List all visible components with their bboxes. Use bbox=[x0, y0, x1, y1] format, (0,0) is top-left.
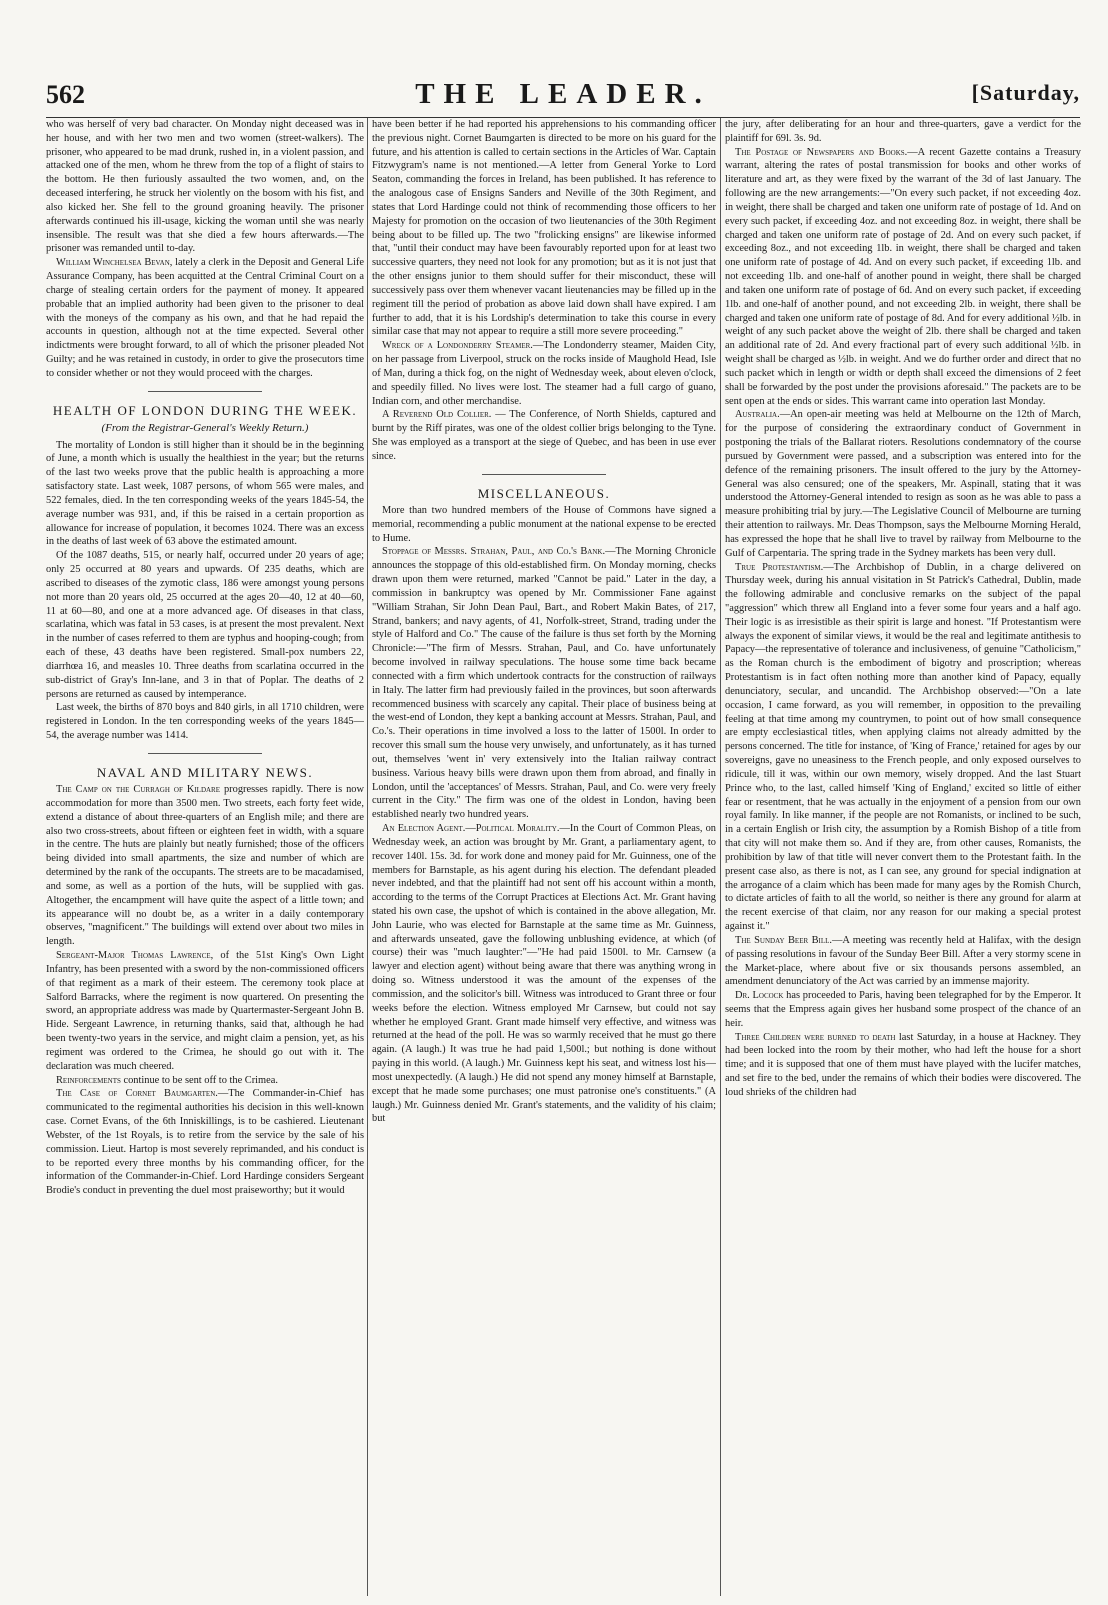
paragraph-text: last Saturday, in a house at Hackney. They had been locked into the room by their mother, who had left the house for a short time; and it is supposed that one of them must have played with the lucifer matches, and set fire to the bed, under the remains of which their bodies were discovered. The loud shrieks of the children had bbox=[725, 1031, 1081, 1098]
section-rule bbox=[482, 474, 606, 475]
paragraph-text: —A meeting was recently held at Halifax, with the design of passing resolutions in favour of the Sunday Beer Bill. After a very stormy scene in the Market-place, where about five or six thousands persons assembled, an amendment denunciatory of the Act was carried by an immense majority. bbox=[725, 934, 1081, 988]
paragraph: Of the 1087 deaths, 515, or nearly half, occurred under 20 years of age; only 25 occurred at 80 years and upwards. Of 235 deaths, which are ascribed to diseases of the zymotic class, 186 were amongst young persons not more than 20 years old, 25 occurred at the ages 20—40, 12 at 40—60, 11 at 60—80, and one at a more advanced age. Of diseases in that class, scarlatina, which was fatal in 53 cases, is at present the most prevalent. Next in the number of cases referred to them are typhus and hooping-cough; from each of these, 43 deaths have been registered. Small-pox numbers 22, diarrhœa 16, and measles 10. Three deaths from scarlatina occurred in the sub-district of Gray's Inn-lane, and 3 in that of Poplar. The deaths of 2 persons are returned as caused by intemperance. bbox=[46, 550, 364, 700]
newspaper-title: THE LEADER. bbox=[415, 78, 711, 110]
paragraph bbox=[46, 1087, 364, 1198]
section-subheading: (From the Registrar-General's Weekly Return.) bbox=[101, 422, 309, 435]
lead-in: Dr. Locock bbox=[735, 990, 784, 1002]
paragraph bbox=[725, 146, 1081, 409]
paragraph bbox=[725, 934, 1081, 989]
masthead bbox=[46, 76, 1080, 116]
paragraph-text: —The Morning Chronicle announces the stoppage of this old-established firm. On Monday morning, checks drawn upon them were returned, marked "Cannot be paid." Later in the day, a commission in bankruptcy was opened by Mr. Commissioner Fane against "William Strahan, Sir John Dean Paul, Bart., and Robert Makin Bates, of 217, Strand, bankers; and navy agents, of 41, Norfolk-street, Strand, trading under the style of Halford and Co." The cause of the failure is thus set forth by the Morning Chronicle:—"The firm of Messrs. Strahan, Paul, and Co. have unfortunately become involved in railway speculations. The house some time back became connected with a firm which undertook contracts for the construction of railways in Italy. The latter firm had previously failed in the provinces, but soon afterwards recommenced business with scarcely any capital. Their place of business being at the west-end of London, they kept a banking account at Messrs. Strahan, Paul, and Co.'s. Their operations in time involved a loss to the latter of 1500l. In order to recover this small sum the house very unwisely, and unfortunately, as it has turned out, themselves 'went in' very extensively into the Italian railway contract business. Various heavy bills were drawn upon them from abroad, and finally in London, until the 'acceptances' of Messrs. Strahan, Paul, and Co. were very freely current in the City." The firm was one of the oldest in London, having been established nearly two hundred years. bbox=[372, 546, 716, 821]
paragraph bbox=[372, 339, 716, 408]
paragraph bbox=[372, 822, 716, 1126]
section-heading: HEALTH OF LONDON DURING THE WEEK. bbox=[52, 402, 358, 418]
paragraph-text: —The Londonderry steamer, Maiden City, on her passage from Liverpool, struck on the rocks inside of Maughold Head, Isle of Man, during a thick fog, on the night of Wednesday week, about eleven o'clock, and speedily filled. No lives were lost. The steamer had a full cargo of guano, Indian corn, and other merchandise. bbox=[372, 340, 716, 407]
paragraph bbox=[372, 545, 716, 822]
paragraph bbox=[46, 783, 364, 949]
section-heading: MISCELLANEOUS. bbox=[477, 485, 611, 501]
paragraph bbox=[725, 408, 1081, 560]
paragraph: have been better if he had reported his apprehensions to his commanding officer the previous night. Cornet Baumgarten is directed to be more on his guard for the future, and his attention is called to certain sections in the Articles of War. Captain Fitzwygram's name is not mentioned.—A letter from General Yorke to Lord Seaton, commanding the forces in Ireland, has been published. It has reference to the analogous case of Ensigns Sanders and Neville of the 30th Regiment, and states that Lord Hardinge could not think of recommending those officers to her Majesty for promotion on the occasion of two lieutenancies of the 30th Regiment being about to be filled up. The two "frolicking ensigns" are likewise informed that, "until their conduct may have been favourably reported upon for at least two successive quarters, they need not look for any promotion; but as it is not just that the other ensigns junior to them should suffer for their misconduct, these will successively pass over them whenever vacant lieutenancies may be filled up in the regiment till the period of probation as above laid down shall have expired. I am further to add, that it is his Lordship's determination to take this course in every similar case that may not appear to require a still more severe proceeding." bbox=[372, 119, 716, 338]
paragraph-text: —An open-air meeting was held at Melbourne on the 12th of March, for the purpose of considering the extraordinary conduct of Government in postponing the trials of the Ballarat rioters. Resolutions condemnatory of the course pursued by Government were passed, and a subscription was entered into for the defence of the remaining prisoners. The insult offered to the jury by the Attorney-General was also censured; one of the speakers, Mr. Aspinall, stating that it was understood the Attorney-General intended to resign as soon as he was able to pass a measure prohibiting trial by jury.—The Legislative Council of Melbourne are turning their attention to railways. Mr. Deas Thompson, says the Melbourne Morning Herald, has expressed the hope that he shall live to travel by railway from Melbourne to the Gulf of Carpentaria. The spring trade in the Sydney markets has been very dull. bbox=[725, 409, 1081, 559]
lead-in: William Winchelsea Bevan, bbox=[56, 257, 173, 269]
lead-in: A Reverend Old Collier. bbox=[382, 409, 492, 421]
section-heading: NAVAL AND MILITARY NEWS. bbox=[96, 764, 314, 780]
lead-in: Australia. bbox=[735, 409, 780, 421]
paragraph: The mortality of London is still higher than it should be in the beginning of June, a month which is usually the healthiest in the year; but the returns of the last two weeks prove that the public health is approaching a more satisfactory state. Last week, 1087 persons, of whom 565 were males, and 522 females, died. In the ten corresponding weeks of the years 1845-54, the average number was 931, and, if this be raised in a certain proportion as allowance for increase of population, it becomes 1024. There was an excess in the deaths of last week of 63 above the estimated amount. bbox=[46, 439, 364, 548]
lead-in: The Case of Cornet Baumgarten. bbox=[56, 1088, 218, 1100]
lead-in: Three Children were burned to death bbox=[735, 1031, 896, 1043]
paragraph: More than two hundred members of the House of Commons have signed a memorial, recommending a public monument at the national expense to be erected to Hume. bbox=[372, 504, 716, 544]
paragraph bbox=[372, 408, 716, 463]
lead-in: The Sunday Beer Bill. bbox=[735, 934, 833, 946]
paragraph: Last week, the births of 870 boys and 840 girls, in all 1710 children, were registered in London. In the ten corresponding weeks of the years 1845—54, the average number was 1414. bbox=[46, 702, 364, 742]
lead-in: Wreck of a Londonderry Steamer. bbox=[382, 340, 533, 352]
paragraph-text: lately a clerk in the Deposit and General Life Assurance Company, has been acquitted at the Central Criminal Court on a charge of stealing certain orders for the payment of money. It appeared probable that an implied authority had been given to the prisoner to deal with the moneys of the company as his own, and that he had repaid the accounts in question, although not at the time expected. Several other indictments were brought forward, to all of which the prisoner pleaded Not Guilty; and he was retained in custody, in order to give the prosecutors time to consider whether or not they would proceed with the charges. bbox=[46, 257, 364, 379]
column-divider bbox=[720, 118, 721, 1596]
paragraph: the jury, after deliberating for an hour and three-quarters, gave a verdict for the plaintiff for 69l. 3s. 9d. bbox=[725, 119, 1081, 144]
lead-in: Stoppage of Messrs. Strahan, Paul, and Co.'s Bank. bbox=[382, 546, 606, 558]
paragraph-text: —A recent Gazette contains a Treasury warrant, altering the rates of postal transmission for books and other works of literature and art, as they were fixed by the warrant of the 3d of last January. The following are the new arrangements:—"On every such packet, if not exceeding 4oz. in weight, there shall be charged and taken one uniform rate of postage of 1d. And on every such packet, if exceeding 4oz. and not exceeding 8oz. in weight, there shall be charged and taken one uniform rate of postage of 2d. And on every such packet, if exceeding 8oz., and not exceeding 1lb. in weight, there shall be charged and taken one uniform rate of postage of 4d. And on every such packet, if exceeding 1lb. and not exceeding 1lb. and one-half of another pound in weight, there shall be charged and taken one uniform rate of postage of 6d. And on every such packet, if exceeding 1lb. and one-half of another pound, and not exceeding 2lb. in weight, there shall be charged and taken one uniform rate of postage of 8d. And for every additional ½lb. in weight of any such packet above the weight of 2lb. there shall be charged and taken an additional rate of 2d. And every fractional part of every such additional ½lb. in weight shall be charged as ½lb. in weight. And we do further order and direct that no such packet which in length or width or depth shall exceed the dimensions of 2 feet shall be forwarded by the post under the provisions aforesaid." The packets are to be sent open at the ends or sides. This warrant came into operation last Monday. bbox=[725, 146, 1081, 407]
issue-day: [Saturday, bbox=[971, 80, 1080, 105]
paragraph bbox=[46, 949, 364, 1073]
paragraph-text: progresses rapidly. There is now accommodation for more than 3500 men. Two streets, each forty feet wide, extend a distance of about three-quarters of an English mile; and there are also two cross-streets, about fifteen or eighteen feet in width, with a square in the centre. The huts are plainly but neatly furnished; those of the officers being divided into small apartments, the size and number of which are determined by the rank of the occupants. The streets are to be macadamised, and some, as well as a portion of the huts, will be supplied with gas. Altogether, the encampment will have quite the aspect of a little town; and its appearance will no doubt be, as a writer in a daily contemporary observes, "magnificent." The buildings will extend over about two miles in length. bbox=[46, 784, 364, 948]
lead-in: An Election Agent.—Political Morality. bbox=[382, 823, 560, 835]
paragraph-text: — The Conference, of North Shields, captured and burnt by the Riff pirates, was one of the oldest collier brigs belonging to the Tyne. She was employed as a transport at the siege of Quebec, and has been in use ever since. bbox=[372, 409, 716, 462]
paragraph: who was herself of very bad character. On Monday night deceased was in her house, and with her two men and two women (street-walkers). The prisoner, who appeared to be mad drunk, rushed in, in a violent passion, and attacked one of the men, whom he threw from the top of a flight of stairs to the bottom. He then furiously assaulted the two women, and, on the deceased interfering, he struck her violently on the bosom with his fist, and also kicked her. She fell to the ground groaning heavily. The prisoner afterwards continued his ill-usage, kicking the woman until she was nearly insensible. The result was that she died a few hours afterwards.—The prisoner was remanded until to-day. bbox=[46, 119, 364, 255]
column-2 bbox=[372, 118, 716, 1596]
paragraph-text: —The Archbishop of Dublin, in a charge delivered on Thursday week, during his annual visitation in St Patrick's Cathedral, Dublin, made the following admirable and conclusive remarks on the subject of the papal "aggression" which threw all England into a fever some four years and a half ago. Their logic is as irresistible as their spirit is large and honest. "If Protestantism were always the exponent of similar views, it would be the real and legitimate antithesis to Papacy—the representative of tolerance and inclusiveness, of genuine "Catholicism," as the Roman church is the embodiment of bigotry and proscription; whereas Protestantism is in fact often nothing more than another kind of Papacy, equally denunciatory, secular, and uncandid. The Archbishop observed:—"On a late occasion, I came forward, as you will remember, in opposition to the prevailing feeling at that time among my countrymen, to point out of how small consequence are empty ecclesiastical titles, when applying claims not already admitted by the persons concerned. The title for instance, of 'King of France,' retained for ages by our sovereigns, gave no uneasiness to the French people, and only exposed ourselves to ridicule, till it was, within our own memory, wisely dropped. And the last Stuart Prince who, to the last, called himself 'King of England,' excited so little of either fear or resentment, that he was actually in the enjoyment of a pension from our own royal family. In like manner, if the people are not Romanists, or inclined to be such, in a certain English or Irish city, the assumption by a Romish Bishop of a title from that city will not make them so. And if they are, from other causes, Romanists, the prohibition by law of that title will never convert them to the Protestant faith. In the present case also, as there is not, as I can see, any ground for special indignation at the arrogance of a claim which has been made for many ages by the Romish Church, to dictate articles of faith to all the world, so neither is there any ground for alarm at the recent exercise of that claim, nor any reason for our making a special protest against it." bbox=[725, 561, 1081, 933]
column-1 bbox=[46, 118, 364, 1596]
column-divider bbox=[367, 118, 368, 1596]
column-3 bbox=[725, 118, 1081, 1596]
paragraph bbox=[725, 989, 1081, 1030]
lead-in: The Postage of Newspapers and Books. bbox=[735, 146, 908, 158]
paragraph-text: has proceeded to Paris, having been telegraphed for by the Emperor. It seems that the Empress again gives her husband some prospect of the chance of an heir. bbox=[725, 990, 1081, 1029]
paragraph-text: —In the Court of Common Pleas, on Wednesday week, an action was brought by Mr. Grant, a parliamentary agent, to recover 140l. 15s. 3d. for work done and money paid for Mr. Guinness, one of the members for Barnstaple, as his agent during his election. The defendant pleaded never indebted, and that the plaintiff had not sent off his account within a month, according to the terms of the Corrupt Practices at Elections Act. Mr. Grant having stated his own case, the upshot of which is contained in the above allegation, Mr. John Laurie, who was elected for Barnstaple at the same time as Mr. Guinness, and afterwards unseated, gave the following unblushing evidence, at which (of course) their was "much laughter:"—"He had paid 1500l. to Mr. Carnsew (a lawyer and election agent) without being aware that there was anything wrong in doing so. Witness understood it was the amount of the expenses of the commission, and the solicitor's bill. Witness was introduced to Grant three or four weeks before the election. Witness employed Mr Carnsew, but could not say whether he employed Grant. Grant made himself very effective, and witness was returned at the head of the poll. He was so warmly received that he must go there again. (A laugh.) It was true he had paid 1,500l.; but nothing is done without paying in this world. (A laugh.) Mr. Guinness kept his seat, and witness lost his—most unexpectedly. (A laugh.) He did not spend any money himself at Barnstaple, except that he made some purchases; one must patronise one's constituents." (A laugh.) Mr. Guinness denied Mr. Grant's statements, and the validity of his claim; but bbox=[372, 823, 716, 1125]
paragraph-text: continue to be sent off to the Crimea. bbox=[120, 1074, 278, 1086]
paragraph bbox=[725, 1031, 1081, 1100]
lead-in: The Camp on the Curragh of Kildare bbox=[56, 784, 220, 796]
paragraph bbox=[46, 1074, 364, 1088]
lead-in: Sergeant-Major Thomas Lawrence, bbox=[56, 950, 214, 962]
lead-in: True Protestantism. bbox=[735, 561, 824, 573]
section-rule bbox=[148, 753, 262, 754]
page-number: 562 bbox=[46, 80, 85, 109]
paragraph-text: —The Commander-in-Chief has communicated to the regimental authorities his decision in this well-known case. Cornet Evans, of the 6th Inniskillings, is to be cashiered. Lieutenant Webster, of the 1st Royals, is to retire from the service by the sale of his commission. Lieut. Hartop is most severely reprimanded, and his conduct is to be reported every three months by his commanding officer, for the information of the Commander-in-Chief. Lord Hardinge considers Sergeant Brodie's conduct in preventing the duel most praiseworthy; but it would bbox=[46, 1088, 364, 1197]
paragraph bbox=[46, 256, 364, 380]
paragraph-text: of the 51st King's Own Light Infantry, has been presented with a sword by the non-commissioned officers of that regiment as a mark of their esteem. The ceremony took place at Salford Barracks, where the regiment is now quartered. On presenting the sword, an appropriate address was made by Quartermaster-Sergeant John B. Hide. Sergeant Lawrence, in returning thanks, said that, although he had been twenty-two years in the service, and might claim a pension, yet, as his regiment was ordered to the Crimea, he should go out with it. The declaration was much cheered. bbox=[46, 950, 364, 1072]
lead-in: Reinforcements bbox=[56, 1074, 121, 1086]
paragraph bbox=[725, 561, 1081, 934]
section-rule bbox=[148, 391, 262, 392]
